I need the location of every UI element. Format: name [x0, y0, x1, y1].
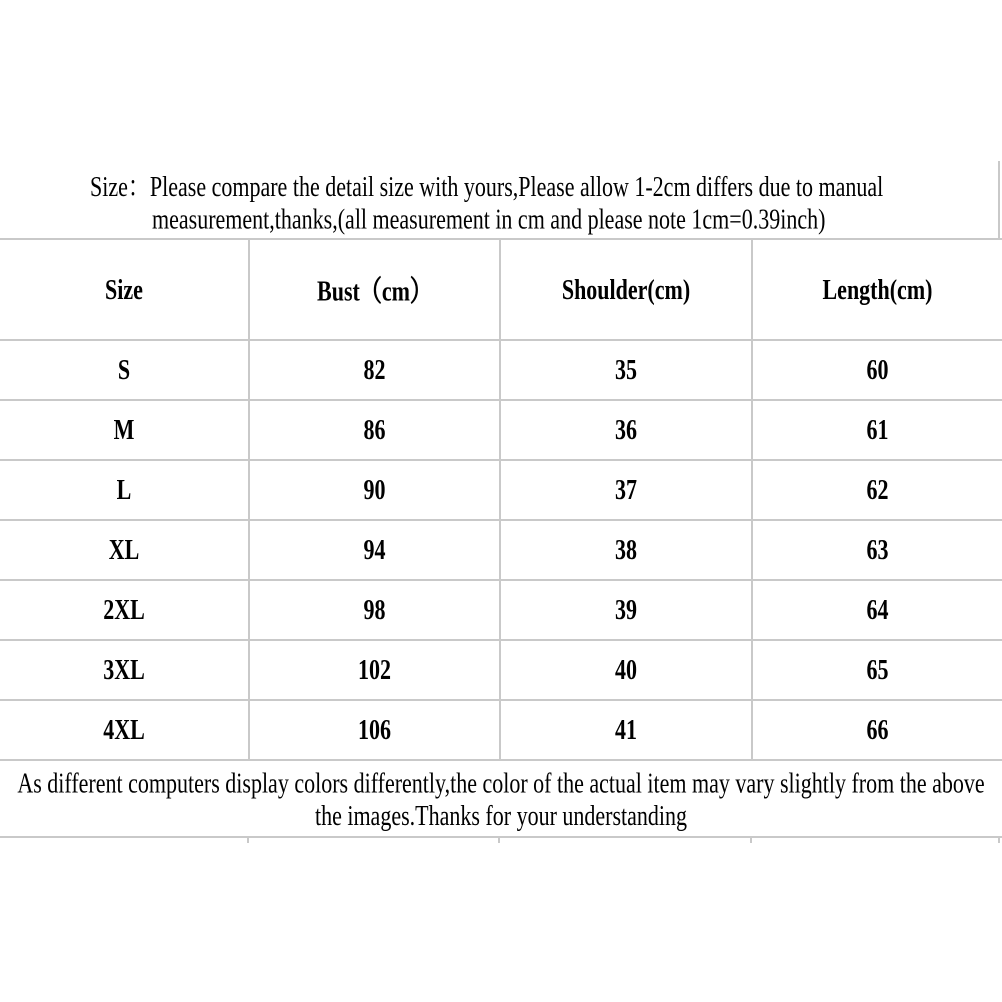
table-row-2xl	[0, 580, 1002, 640]
grid-stub	[998, 838, 1000, 843]
shoulder-cell: 40	[500, 640, 752, 700]
length-cell: 65	[752, 640, 1002, 700]
column-header-length: Length(cm)	[752, 239, 1002, 340]
header-row	[0, 239, 1002, 340]
size-note-line1	[90, 170, 950, 203]
size-note	[90, 170, 950, 235]
size-cell: XL	[0, 520, 249, 580]
column-header-bust: Bust（cm）	[249, 239, 500, 340]
table-row-xl	[0, 520, 1002, 580]
bust-cell: 98	[249, 580, 500, 640]
bust-cell: 82	[249, 340, 500, 400]
table-row-4xl	[0, 700, 1002, 760]
bust-cell: 94	[249, 520, 500, 580]
column-header-size: Size	[0, 239, 249, 340]
length-cell: 61	[752, 400, 1002, 460]
bust-cell: 102	[249, 640, 500, 700]
size-note-text1: Please compare the detail size with yours,Please allow 1-2cm differs due to manual	[149, 170, 884, 203]
length-cell: 66	[752, 700, 1002, 760]
footer-note	[0, 760, 1002, 837]
size-cell: 3XL	[0, 640, 249, 700]
grid-stub	[750, 838, 752, 843]
shoulder-cell: 38	[500, 520, 752, 580]
size-note-label: Size：	[90, 170, 150, 203]
table-row-m	[0, 400, 1002, 460]
footer-note-line1: As different computers display colors differently,the color of the actual item may vary slightly from the above	[17, 766, 985, 799]
bust-cell: 86	[249, 400, 500, 460]
table-row-s	[0, 340, 1002, 400]
footer-note-line2: the images.Thanks for your understanding	[314, 798, 688, 831]
table-right-border	[998, 161, 1000, 238]
size-cell: L	[0, 460, 249, 520]
grid-stub	[498, 838, 500, 843]
length-cell: 63	[752, 520, 1002, 580]
shoulder-cell: 39	[500, 580, 752, 640]
length-cell: 64	[752, 580, 1002, 640]
size-note-line2: measurement,thanks,(all measurement in cm and please note 1cm=0.39inch)	[152, 202, 826, 235]
bust-cell: 106	[249, 700, 500, 760]
footer-note-row	[0, 760, 1002, 837]
shoulder-cell: 36	[500, 400, 752, 460]
bust-cell: 90	[249, 460, 500, 520]
size-cell: S	[0, 340, 249, 400]
grid-stub	[247, 838, 249, 843]
length-cell: 62	[752, 460, 1002, 520]
shoulder-cell: 41	[500, 700, 752, 760]
size-table	[0, 238, 1002, 838]
shoulder-cell: 37	[500, 460, 752, 520]
table-row-3xl	[0, 640, 1002, 700]
shoulder-cell: 35	[500, 340, 752, 400]
size-cell: 2XL	[0, 580, 249, 640]
size-cell: M	[0, 400, 249, 460]
length-cell: 60	[752, 340, 1002, 400]
column-header-shoulder: Shoulder(cm)	[500, 239, 752, 340]
table-row-l	[0, 460, 1002, 520]
size-cell: 4XL	[0, 700, 249, 760]
